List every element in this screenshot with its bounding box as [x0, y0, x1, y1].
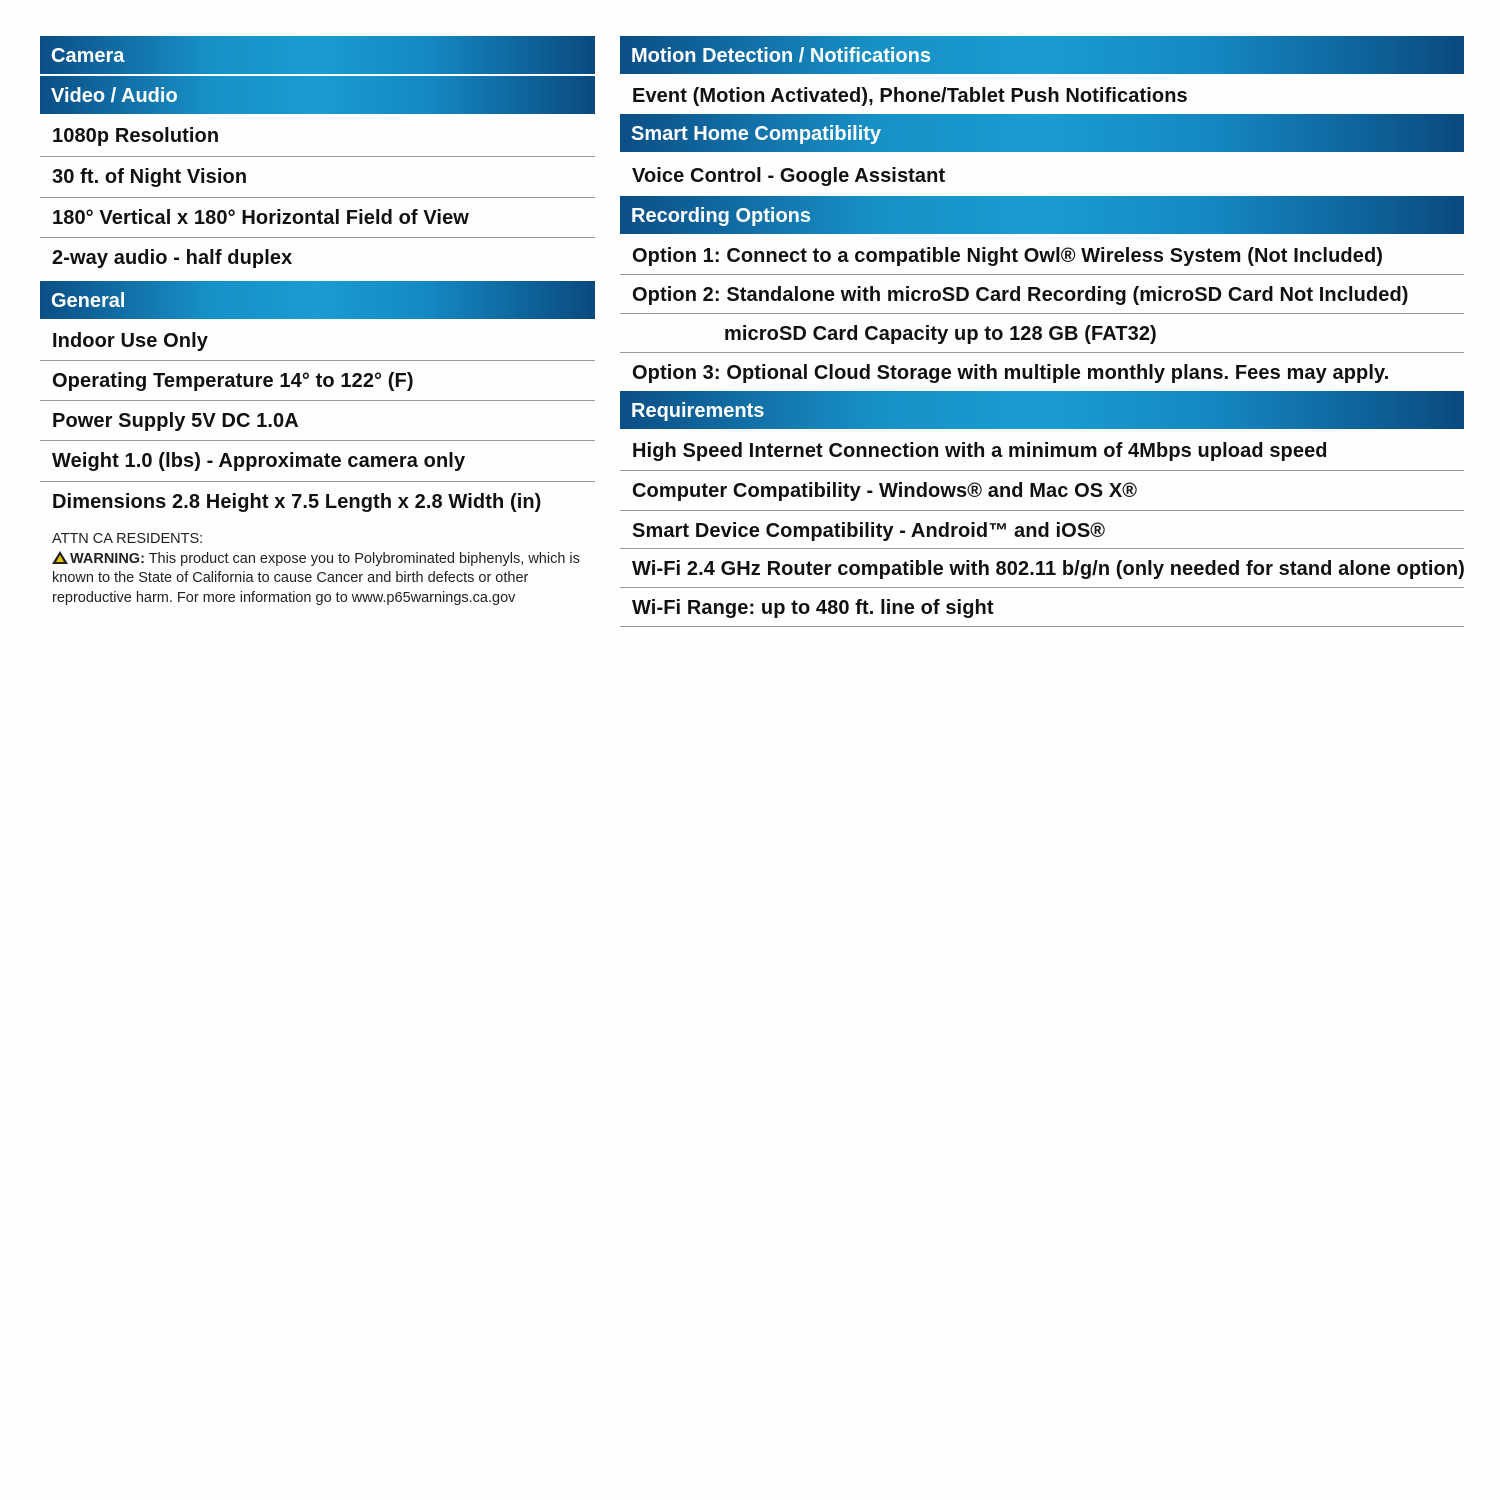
spec-row: 2-way audio - half duplex [52, 247, 293, 269]
spec-row: 180° Vertical x 180° Horizontal Field of View [40, 198, 595, 238]
spec-row: Computer Compatibility - Windows® and Mac OS X® [620, 471, 1464, 511]
spec-row: 1080p Resolution [40, 116, 595, 157]
spec-row: 30 ft. of Night Vision [40, 157, 595, 198]
attn-label: ATTN CA RESIDENTS: [52, 531, 204, 547]
video-audio-header: Video / Audio [40, 76, 595, 114]
spec-row: Option 3: Optional Cloud Storage with multiple monthly plans. Fees may apply. [632, 362, 1390, 384]
ca-warning [40, 530, 595, 608]
general-header: General [40, 281, 595, 319]
warning-label: WARNING: [70, 550, 145, 567]
motion-header: Motion Detection / Notifications [620, 36, 1464, 74]
spec-row: Wi-Fi Range: up to 480 ft. line of sight [620, 588, 1464, 627]
spec-row: Smart Device Compatibility - Android™ and iOS® [620, 511, 1464, 549]
spec-row: Operating Temperature 14° to 122° (F) [40, 361, 595, 401]
camera-header: Camera [40, 36, 595, 74]
spec-row: High Speed Internet Connection with a minimum of 4Mbps upload speed [620, 431, 1464, 471]
warning-text: This product can expose you to Polybrominated biphenyls, which is known to the State of California to cause Cancer and birth defects or other reproductive harm. For more information go to www.p65warnings.ca.gov [52, 550, 580, 606]
smart-home-header: Smart Home Compatibility [620, 114, 1464, 152]
requirements-header: Requirements [620, 391, 1464, 429]
right-spec-column [620, 36, 1464, 627]
warning-triangle-icon [52, 551, 68, 564]
left-spec-column [40, 36, 595, 608]
spec-row: Indoor Use Only [40, 321, 595, 361]
spec-row: Weight 1.0 (lbs) - Approximate camera only [40, 441, 595, 482]
spec-row: Wi-Fi 2.4 GHz Router compatible with 802.11 b/g/n (only needed for stand alone option) [620, 549, 1464, 588]
spec-row: Option 2: Standalone with microSD Card Recording (microSD Card Not Included) [620, 275, 1464, 314]
spec-row: Power Supply 5V DC 1.0A [40, 401, 595, 441]
spec-row: Option 1: Connect to a compatible Night Owl® Wireless System (Not Included) [620, 236, 1464, 275]
spec-row: Event (Motion Activated), Phone/Tablet Push Notifications [632, 85, 1188, 107]
spec-row: microSD Card Capacity up to 128 GB (FAT32) [620, 314, 1464, 353]
recording-header: Recording Options [620, 196, 1464, 234]
spec-row: Voice Control - Google Assistant [632, 165, 946, 187]
spec-row: Dimensions 2.8 Height x 7.5 Length x 2.8 Width (in) [52, 491, 542, 513]
